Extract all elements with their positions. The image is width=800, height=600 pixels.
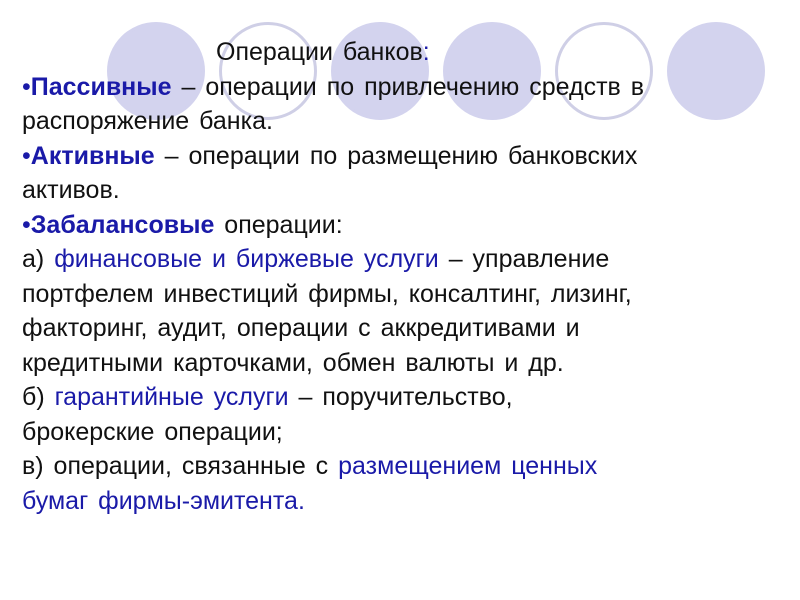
item-c-line-1 — [22, 449, 782, 484]
item-b-rest: – поручительство, — [288, 383, 513, 411]
item-a-line-2: портфелем инвестиций фирмы, консалтинг, лизинг, — [22, 279, 632, 308]
passive-line-1 — [22, 70, 782, 105]
heading-title: Операции банков — [216, 38, 423, 66]
item-a-prefix: а) — [22, 245, 55, 273]
item-a-line-1 — [22, 242, 782, 277]
active-term: Активные — [30, 141, 155, 170]
active-line-1 — [22, 139, 782, 174]
item-c-end: . — [297, 486, 305, 515]
item-b-prefix: б) — [22, 383, 55, 411]
passive-desc-1: – операции по привлечению средств в — [171, 72, 645, 101]
item-b-term: гарантийные услуги — [54, 383, 289, 411]
item-a-term: финансовые и биржевые услуги — [54, 245, 439, 273]
item-a-line-4: кредитными карточками, обмен валюты и др. — [22, 348, 564, 377]
offbalance-bullet: • — [22, 210, 31, 239]
slide-heading — [22, 35, 782, 70]
offbalance-line — [22, 208, 782, 243]
passive-desc-2: распоряжение банка. — [22, 107, 273, 135]
item-c-term-2: бумаг фирмы-эмитента — [22, 486, 298, 515]
item-a-line-3: факторинг, аудит, операции с аккредитивами и — [22, 314, 580, 342]
item-c-line-2 — [22, 484, 782, 519]
item-a-rest: – управление — [438, 245, 610, 273]
item-b-line-2: брокерские операции; — [22, 417, 283, 446]
slide-text — [22, 35, 782, 518]
heading-colon: : — [422, 38, 430, 66]
passive-bullet: • — [22, 72, 31, 101]
item-c-prefix: в) операции, связанные с — [22, 452, 339, 480]
active-desc-2: активов. — [22, 176, 120, 204]
passive-term: Пассивные — [30, 72, 172, 101]
active-desc-1: – операции по размещению банковских — [154, 141, 638, 170]
item-b-line-1 — [22, 380, 782, 415]
active-bullet: • — [22, 141, 31, 170]
item-c-term-1: размещением ценных — [338, 452, 598, 480]
offbalance-term: Забалансовые — [30, 210, 215, 239]
offbalance-desc: операции: — [214, 210, 343, 239]
